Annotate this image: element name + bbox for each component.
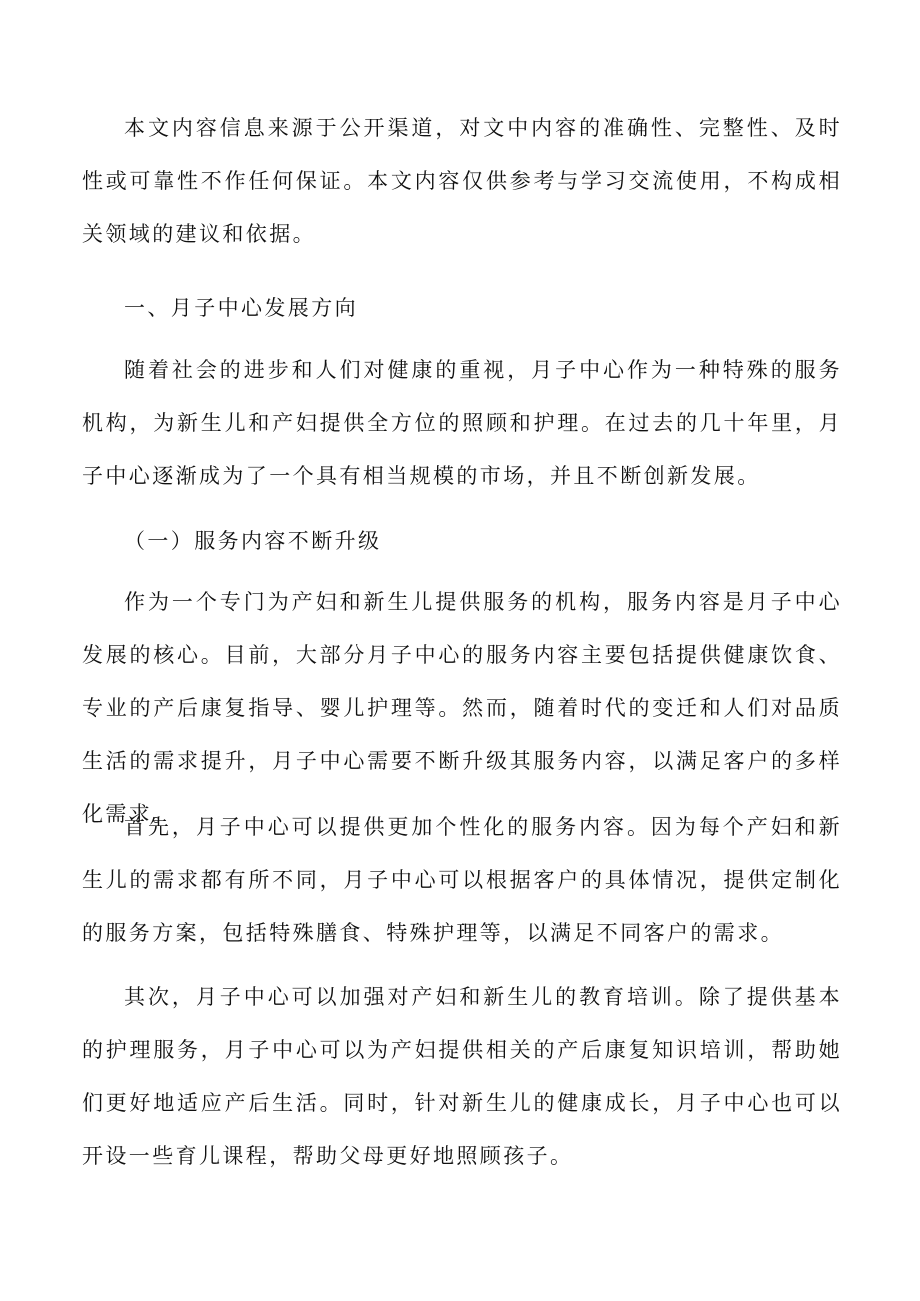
section-title: 一、月子中心发展方向	[124, 296, 358, 320]
subsection-title: （一）服务内容不断升级	[124, 529, 382, 553]
section-intro-paragraph: 随着社会的进步和人们对健康的重视，月子中心作为一种特殊的服务机构，为新生儿和产妇提供全方位的照顾和护理。在过去的几十年里，月子中心逐渐成为了一个具有相当规模的市场，并且不断创新发展。	[82, 358, 842, 488]
body-paragraph-1: 作为一个专门为产妇和新生儿提供服务的机构，服务内容是月子中心发展的核心。目前，大部分月子中心的服务内容主要包括提供健康饮食、专业的产后康复指导、婴儿护理等。然而，随着时代的变迁和人们对品质生活的需求提升，月子中心需要不断升级其服务内容，以满足客户的多样化需求。	[82, 590, 842, 826]
disclaimer-paragraph: 本文内容信息来源于公开渠道，对文中内容的准确性、完整性、及时性或可靠性不作任何保证。本文内容仅供参考与学习交流使用，不构成相关领域的建议和依据。	[82, 116, 842, 246]
body-paragraph-3: 其次，月子中心可以加强对产妇和新生儿的教育培训。除了提供基本的护理服务，月子中心可以为产妇提供相关的产后康复知识培训，帮助她们更好地适应产后生活。同时，针对新生儿的健康成长，月子中心也可以开设一些育儿课程，帮助父母更好地照顾孩子。	[82, 985, 842, 1168]
body-paragraph-2: 首先，月子中心可以提供更加个性化的服务内容。因为每个产妇和新生儿的需求都有所不同，月子中心可以根据客户的具体情况，提供定制化的服务方案，包括特殊膳食、特殊护理等，以满足不同客户的需求。	[82, 815, 842, 945]
